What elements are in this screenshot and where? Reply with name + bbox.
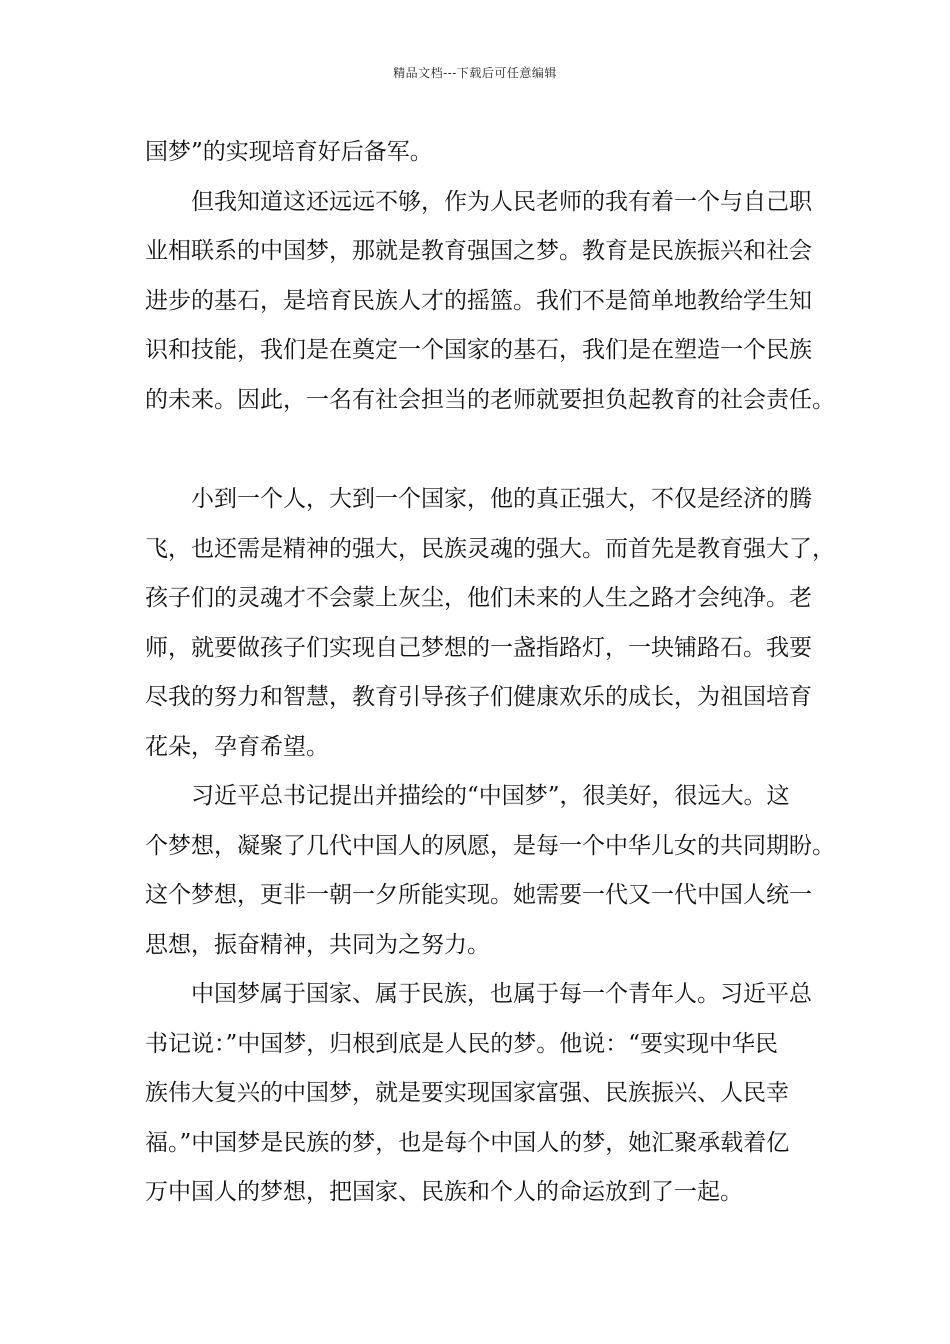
paragraph-1 [145, 128, 835, 178]
text-line: 进步的基石，是培育民族人才的摇篮。我们不是简单地教给学生知 [145, 287, 812, 314]
text-line: 小到一个人，大到一个国家，他的真正强大，不仅是经济的腾 [145, 486, 812, 512]
text-line: 这个梦想，更非一朝一夕所能实现。她需要一代又一代中国人统一 [145, 882, 812, 908]
text-line: 但我知道这还远远不够，作为人民老师的我有着一个与自己职 [145, 188, 812, 215]
text-line: 习近平总书记提出并描绘的“中国梦”，很美好，很远大。这 [145, 783, 790, 809]
text-line: 业相联系的中国梦，那就是教育强国之梦。教育是民族振兴和社会 [145, 238, 812, 264]
document-body [145, 128, 835, 1218]
paragraph-2 [145, 178, 835, 426]
text-line: 国梦”的实现培育好后备军。 [145, 139, 433, 165]
page-header: 精品文档---下载后可任意编辑 [393, 66, 557, 80]
text-line: 万中国人的梦想，把国家、民族和个人的命运放到了一起。 [145, 1179, 743, 1205]
text-line: 尽我的努力和智慧，教育引导孩子们健康欢乐的成长，为祖国培育 [145, 684, 812, 710]
text-line: 识和技能，我们是在奠定一个国家的基石，我们是在塑造一个民族 [145, 337, 812, 363]
paragraph-4 [145, 772, 835, 970]
text-line: 中国梦属于国家、属于民族，也属于每一个青年人。习近平总 [145, 981, 812, 1007]
paragraph-gap [145, 425, 835, 475]
text-line: 个梦想，凝聚了几代中国人的夙愿，是每一个中华儿女的共同期盼。 [145, 832, 835, 859]
text-line: 飞，也还需是精神的强大，民族灵魂的强大。而首先是教育强大了， [145, 535, 835, 562]
text-line: 师，就要做孩子们实现自己梦想的一盏指路灯，一块铺路石。我要 [145, 634, 812, 661]
text-line: 书记说：”中国梦，归根到底是人民的梦。他说：“要实现中华民 [145, 1030, 779, 1057]
text-line: 的未来。因此，一名有社会担当的老师就要担负起教育的社会责任。 [145, 386, 835, 413]
paragraph-5 [145, 970, 835, 1218]
text-line: 思想，振奋精神，共同为之努力。 [145, 931, 490, 958]
paragraph-3 [145, 475, 835, 772]
text-line: 花朵，孕育希望。 [145, 733, 329, 760]
text-line: 族伟大复兴的中国梦，就是要实现国家富强、民族振兴、人民幸 [145, 1080, 789, 1106]
text-line: 福。”中国梦是民族的梦，也是每个中国人的梦，她汇聚承载着亿 [145, 1129, 790, 1156]
text-line: 孩子们的灵魂才不会蒙上灰尘，他们未来的人生之路才会纯净。老 [145, 585, 812, 611]
